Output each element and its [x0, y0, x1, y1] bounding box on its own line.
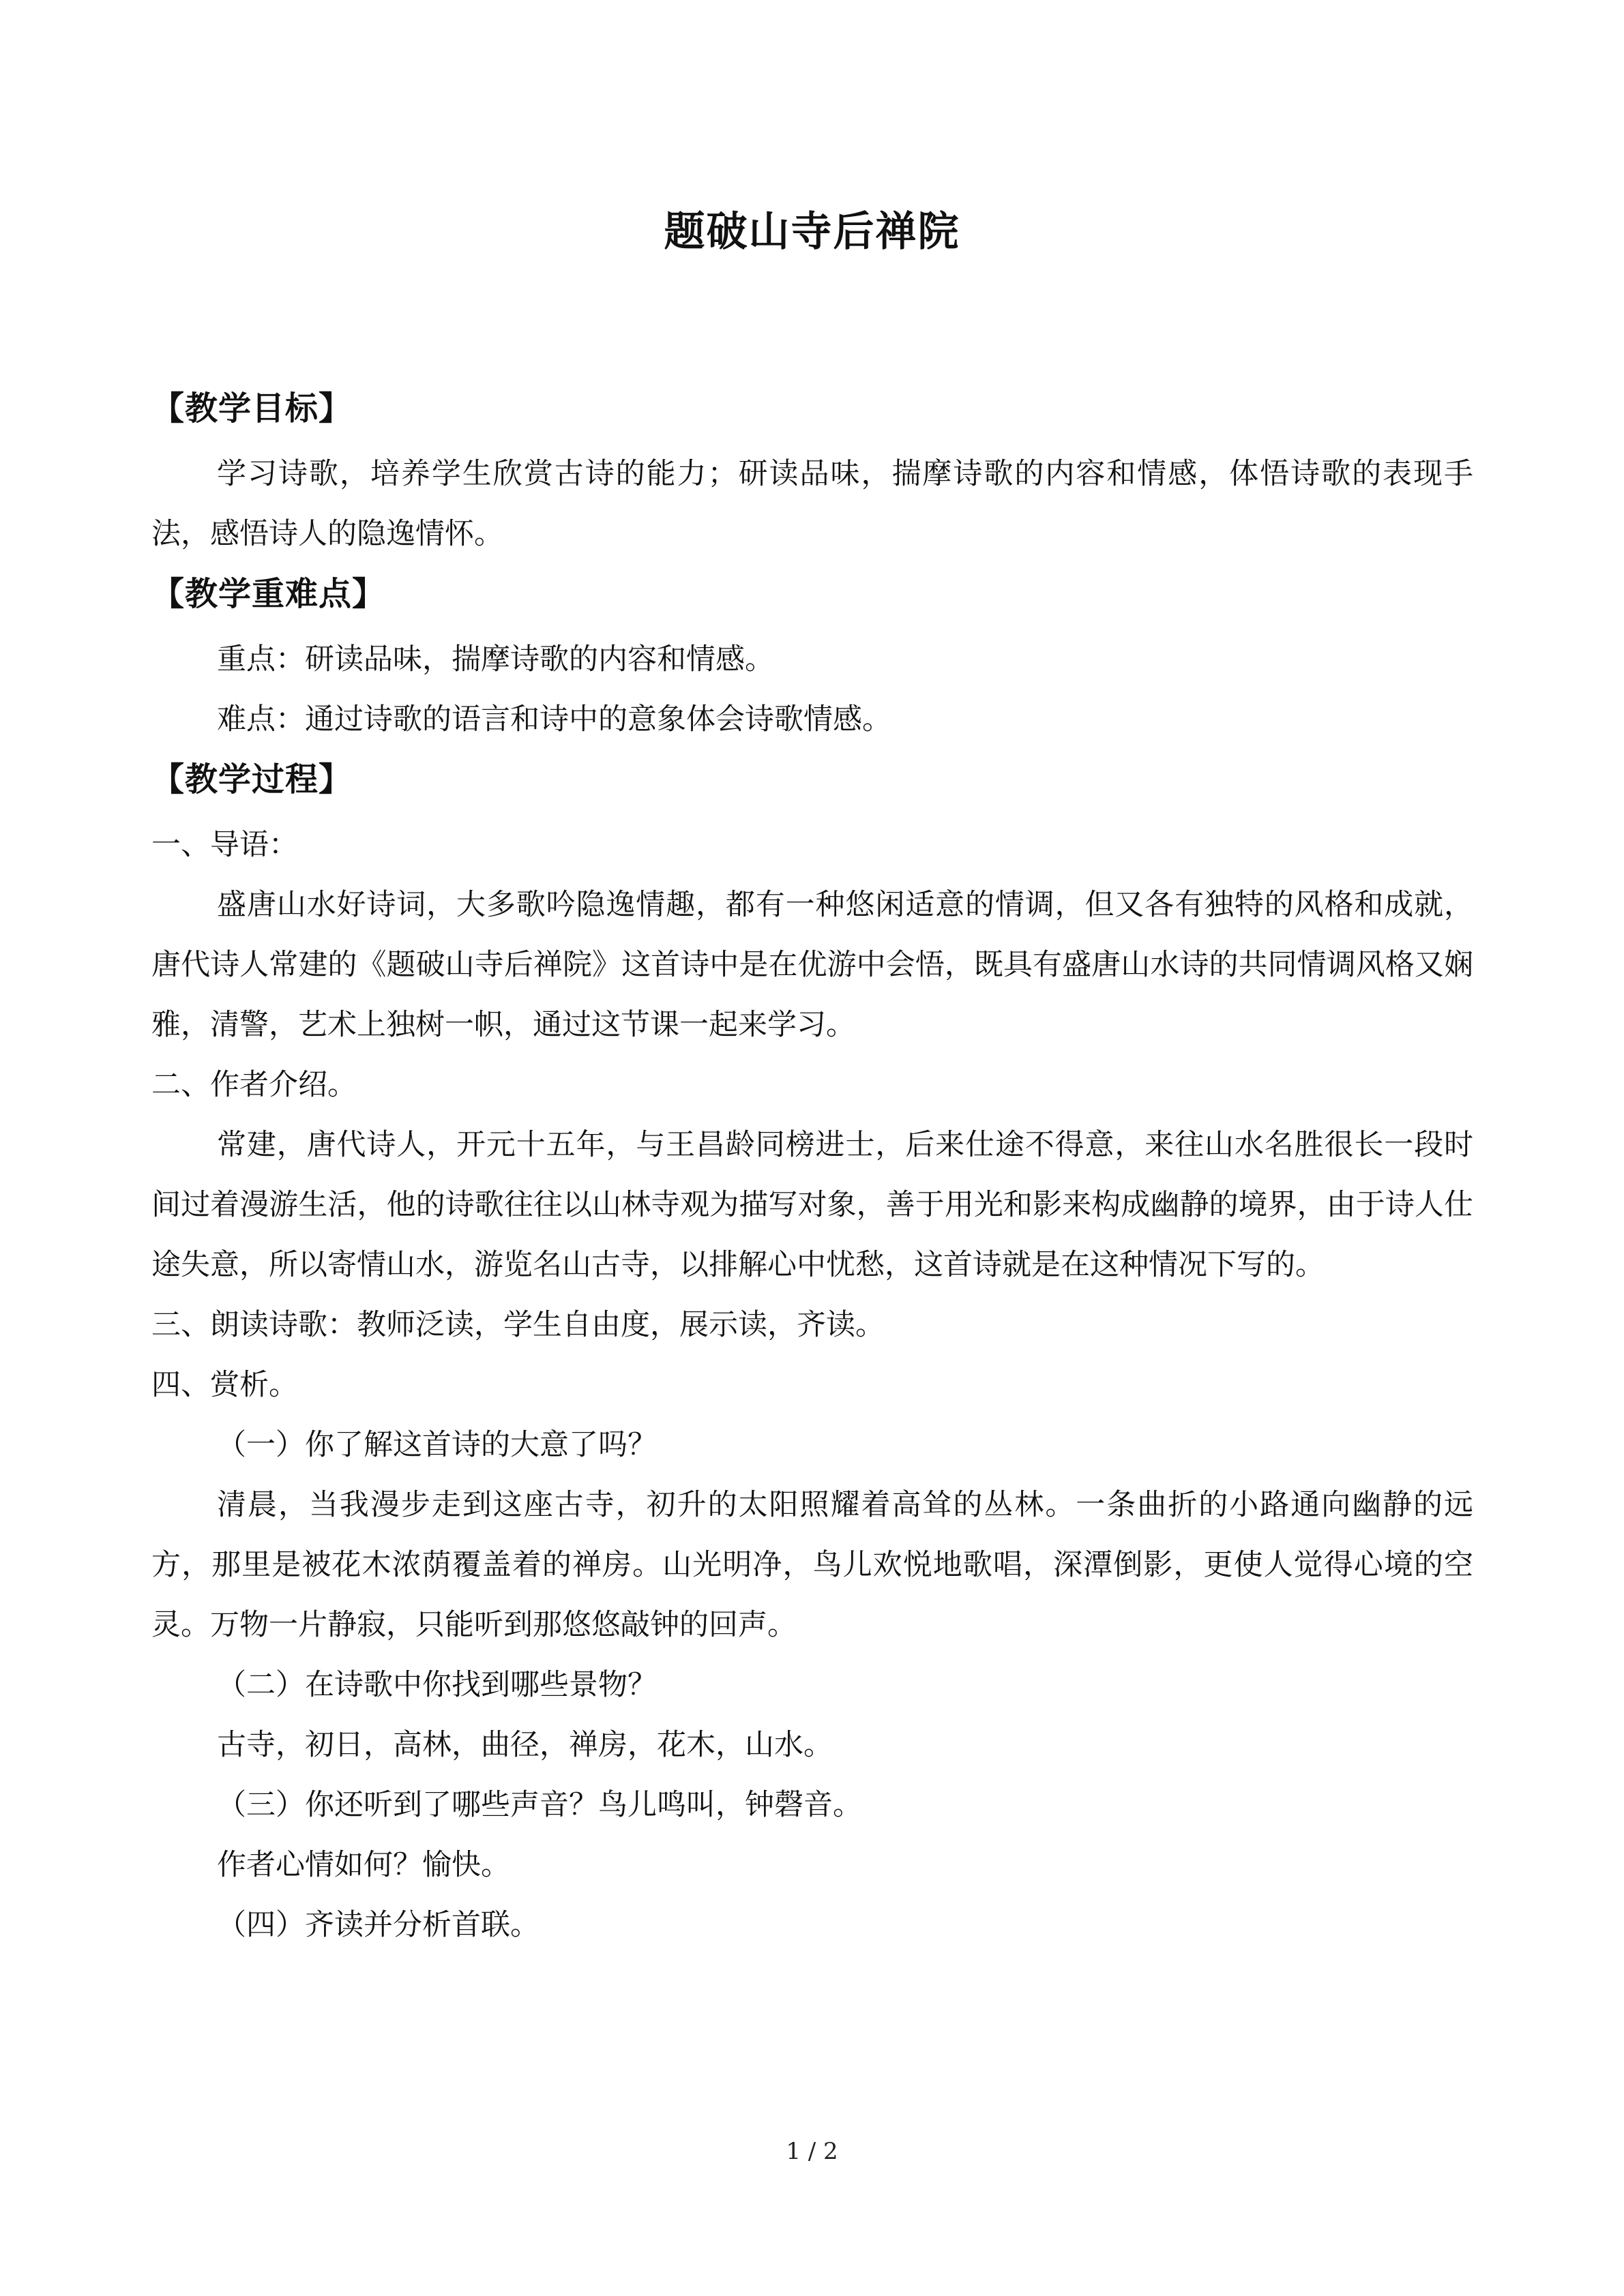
key-point-difficulty: 难点：通过诗歌的语言和诗中的意象体会诗歌情感。	[217, 702, 891, 736]
page-number: 1 / 2	[786, 2138, 838, 2165]
objectives-heading: 【教学目标】	[151, 389, 353, 428]
intro-heading: 一、导语：	[151, 828, 298, 862]
author-text: 常建，唐代诗人，开元十五年，与王昌龄同榜进士，后来仕途不得意，来往山水名胜很长一段时间过着漫游生活，他的诗歌往往以山林寺观为描写对象，善于用光和影来构成幽静的境界，由于诗人仕途失意，所以寄情山水，游览名山古寺，以排解心中忧愁，这首诗就是在这种情况下写的。	[151, 1128, 1473, 1282]
question-2: （二）在诗歌中你找到哪些景物？	[217, 1668, 657, 1702]
process-heading: 【教学过程】	[151, 760, 353, 799]
document-body	[151, 378, 1473, 1955]
reading-heading: 三、朗读诗歌：教师泛读，学生自由度，展示读，齐读。	[151, 1308, 885, 1342]
question-2-answer: 古寺，初日，高林，曲径，禅房，花木，山水。	[217, 1728, 833, 1762]
author-heading: 二、作者介绍。	[151, 1068, 357, 1102]
question-1-answer: 清晨，当我漫步走到这座古寺，初升的太阳照耀着高耸的丛林。一条曲折的小路通向幽静的远方，那里是被花木浓荫覆盖着的禅房。山光明净，鸟儿欢悦地歌唱，深潭倒影，更使人觉得心境的空灵。万物一片静寂，只能听到那悠悠敲钟的回声。	[151, 1488, 1473, 1642]
question-1: （一）你了解这首诗的大意了吗？	[217, 1428, 657, 1462]
appreciation-heading: 四、赏析。	[151, 1368, 298, 1402]
intro-text: 盛唐山水好诗词，大多歌吟隐逸情趣，都有一种悠闲适意的情调，但又各有独特的风格和成就，唐代诗人常建的《题破山寺后禅院》这首诗中是在优游中会悟，既具有盛唐山水诗的共同情调风格又娴雅，清警，艺术上独树一帜，通过这节课一起来学习。	[151, 888, 1473, 1042]
key-points-heading: 【教学重难点】	[151, 575, 386, 613]
question-3-followup: 作者心情如何？愉快。	[217, 1848, 510, 1882]
question-4: （四）齐读并分析首联。	[217, 1908, 540, 1942]
question-3: （三）你还听到了哪些声音？鸟儿鸣叫，钟磬音。	[217, 1788, 862, 1822]
objectives-text: 学习诗歌，培养学生欣赏古诗的能力；研读品味，揣摩诗歌的内容和情感，体悟诗歌的表现手法，感悟诗人的隐逸情怀。	[151, 457, 1473, 551]
key-point-focus: 重点：研读品味，揣摩诗歌的内容和情感。	[217, 642, 774, 676]
document-title: 题破山寺后禅院	[664, 208, 960, 256]
